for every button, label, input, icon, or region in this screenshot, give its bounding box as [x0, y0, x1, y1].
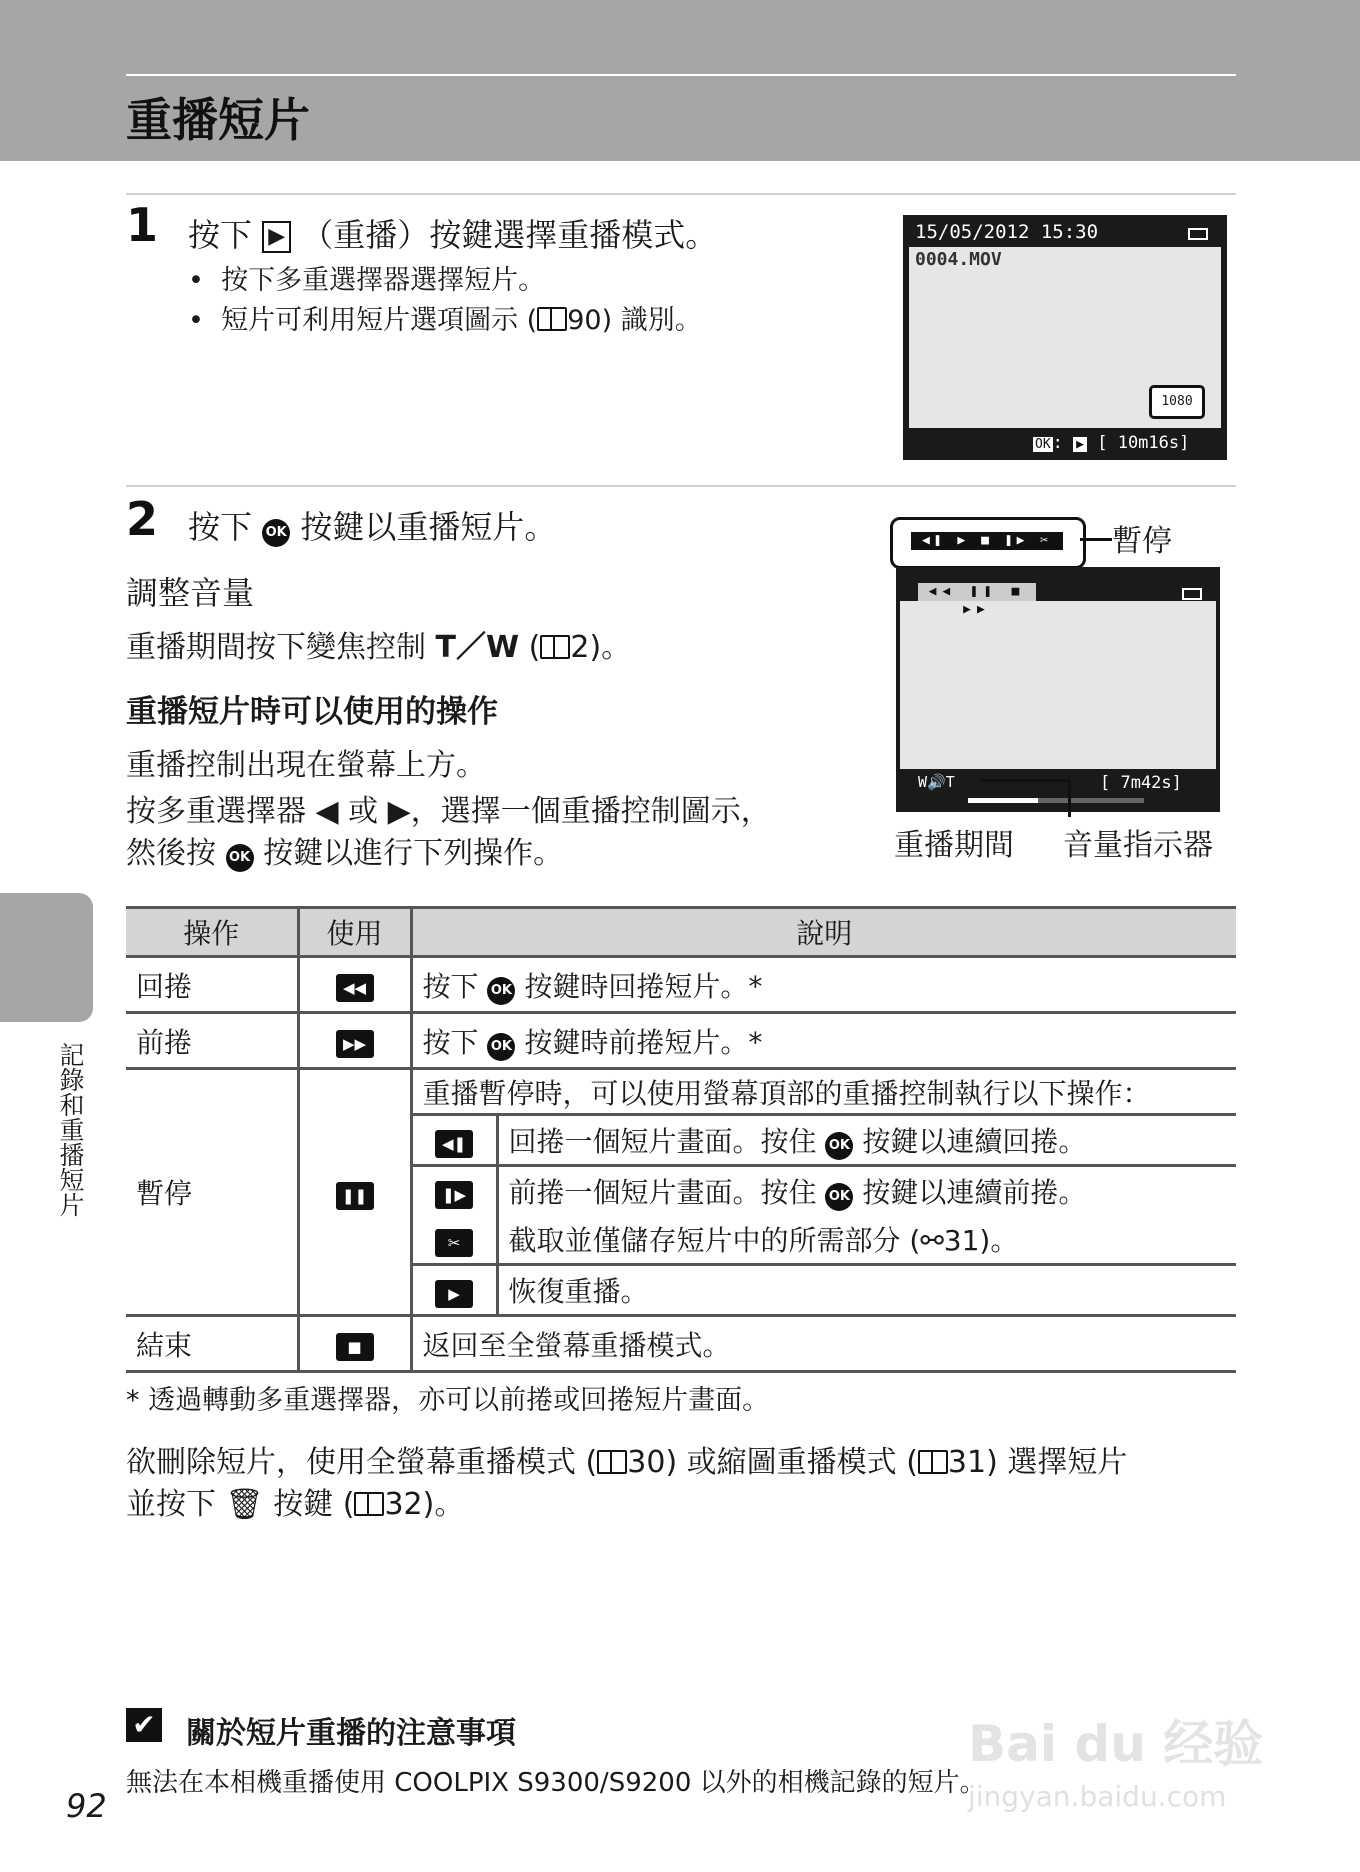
table-subrow: ▶ 恢復重播。 — [126, 1265, 1236, 1316]
book-ref-icon — [537, 307, 567, 331]
trash-icon: 🗑 — [225, 1487, 264, 1522]
table-row: 回捲 ◀◀ 按下 OK 按鍵時回捲短片。* — [126, 957, 1236, 1013]
fast-forward-icon: ▶▶ — [336, 1030, 374, 1058]
volume-heading: 調整音量 — [126, 574, 255, 612]
delete-note: 欲刪除短片，使用全螢幕重播模式 ( 30) 或縮圖重播模式 ( 31) 選擇短片 並按下 🗑 按鍵 ( 32)。 — [126, 1445, 1128, 1522]
ok-button-icon: OK — [487, 977, 515, 1005]
screen-footer: OK : ▶ [ 10m16s] — [1035, 433, 1190, 453]
pause-icon: ❚❚ — [336, 1182, 374, 1210]
ok-button-icon: OK — [487, 1033, 515, 1061]
table-row: 前捲 ▶▶ 按下 OK 按鍵時前捲短片。* — [126, 1013, 1236, 1069]
ok-button-icon: OK — [226, 844, 254, 872]
playback-controls: ◀◀ ❚❚ ■ ▶▶ — [918, 583, 1036, 601]
play-icon: ▶ — [1073, 437, 1087, 452]
battery-icon — [1188, 228, 1208, 240]
col-header-use: 使用 — [298, 908, 411, 957]
col-header-desc: 說明 — [411, 908, 1236, 957]
play-icon: ▶ — [435, 1280, 473, 1308]
progress-fill — [968, 798, 1038, 803]
scissors-icon: ✂ — [435, 1229, 473, 1257]
volume-pointer — [1068, 779, 1071, 817]
label-pause: 暫停 — [1112, 524, 1172, 559]
progress-track — [968, 798, 1144, 803]
movie-time: [ 7m42s] — [1100, 773, 1182, 793]
ops-line: 按多重選擇器 ◀ 或 ▶，選擇一個重播控制圖示， — [126, 794, 771, 829]
label-duration: 重播期間 — [894, 828, 1014, 863]
screen-datetime: 15/05/2012 15:30 — [915, 221, 1099, 243]
footnote: * 透過轉動多重選擇器，亦可以前捲或回捲短片畫面。 — [126, 1385, 770, 1416]
watermark-logo: Bai du 经验 — [968, 1715, 1264, 1773]
section-divider — [126, 193, 1236, 195]
stop-icon: ■ — [336, 1333, 374, 1361]
page-title: 重播短片 — [126, 93, 310, 147]
operations-table — [126, 906, 1236, 1373]
book-ref-icon — [918, 1450, 948, 1474]
ops-heading: 重播短片時可以使用的操作 — [126, 694, 498, 730]
ok-button-icon: OK — [262, 519, 290, 547]
ops-line: 然後按 OK 按鍵以進行下列操作。 — [126, 836, 564, 871]
ok-button-icon: OK — [825, 1132, 853, 1160]
book-ref-icon — [540, 635, 570, 659]
volume-pointer-h — [981, 779, 1068, 782]
camera-screen-movie — [896, 567, 1220, 812]
pause-pointer — [1080, 538, 1112, 541]
notice-heading: 關於短片重播的注意事項 — [186, 1716, 516, 1751]
volume-text: 重播期間按下變焦控制 T／W ( 2)。 — [126, 630, 632, 665]
frame-back-icon: ◀❚ — [435, 1130, 473, 1158]
pause-controls-bar: ◀❚ ▶ ■ ❚▶ ✂ — [911, 532, 1063, 550]
ops-line: 重播控制出現在螢幕上方。 — [126, 748, 486, 783]
movie-option-badge: 1080 — [1149, 385, 1205, 419]
rewind-icon: ◀◀ — [336, 974, 374, 1002]
camera-screen-playback — [903, 215, 1227, 460]
watermark-url: jingyan.baidu.com — [968, 1780, 1227, 1813]
table-subrow: ❚▶ 前捲一個短片畫面。按住 OK 按鍵以連續前捲。 — [126, 1166, 1236, 1216]
table-subrow: ◀❚ 回捲一個短片畫面。按住 OK 按鍵以連續回捲。 — [126, 1115, 1236, 1166]
play-icon: ▶ — [262, 221, 291, 253]
ok-icon: OK — [1035, 437, 1051, 452]
frame-forward-icon: ❚▶ — [435, 1181, 473, 1209]
step-2-number: 2 — [126, 492, 159, 546]
screen-filename: 0004.MOV — [915, 249, 1002, 270]
battery-icon — [1182, 588, 1202, 600]
ok-button-icon: OK — [825, 1183, 853, 1211]
table-row: 結束 ■ 返回至全螢幕重播模式。 — [126, 1316, 1236, 1372]
caution-check-icon: ✔ — [126, 1708, 162, 1742]
chapter-title: 記錄和重播短片 — [56, 1042, 85, 1217]
step-1-bullet: • 按下多重選擇器選擇短片。 — [188, 265, 546, 296]
book-ref-icon — [597, 1450, 627, 1474]
header-rule — [126, 74, 1236, 76]
volume-indicator: W🔊T — [918, 773, 955, 791]
page-number: 92 — [66, 1787, 107, 1825]
chapter-tab — [0, 893, 93, 1022]
col-header-op: 操作 — [126, 908, 298, 957]
page-header — [0, 0, 1360, 161]
step-1-title: 按下 ▶ （重播）按鍵選擇重播模式。 — [188, 216, 718, 254]
step-1-number: 1 — [126, 198, 159, 252]
book-ref-icon — [354, 1492, 384, 1516]
pause-controls-callout — [890, 517, 1086, 569]
table-subrow: ✂ 截取並僅儲存短片中的所需部分 (⚯31)。 — [126, 1215, 1236, 1265]
step-1-bullet: • 短片可利用短片選項圖示 ( 90) 識別。 — [188, 305, 702, 336]
step-2-title: 按下 OK 按鍵以重播短片。 — [188, 508, 557, 546]
table-row: 暫停 ❚❚ 重播暫停時，可以使用螢幕頂部的重播控制執行以下操作： — [126, 1069, 1236, 1115]
section-divider — [126, 485, 1236, 487]
label-volume: 音量指示器 — [1063, 828, 1213, 863]
notice-text: 無法在本相機重播使用 COOLPIX S9300/S9200 以外的相機記錄的短片。 — [126, 1768, 986, 1798]
